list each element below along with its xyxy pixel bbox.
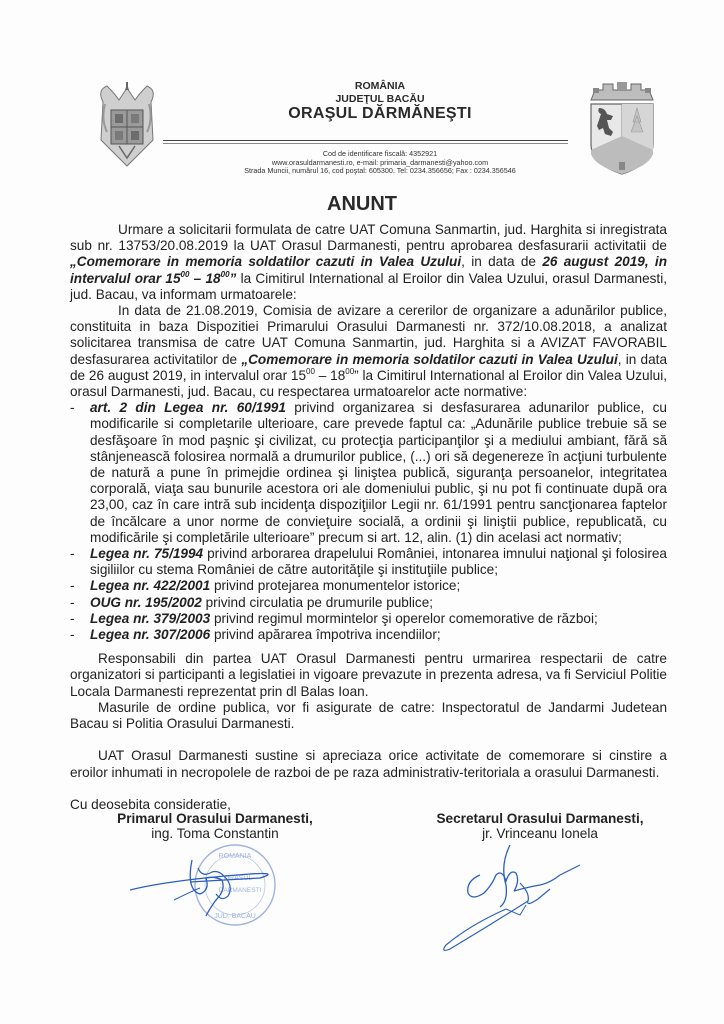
legal-act-reference: Legea nr. 379/2003 <box>90 610 211 626</box>
legal-act-item <box>70 611 667 627</box>
header-town: ORAŞUL DĂRMĂNEŞTI <box>288 105 472 122</box>
text-span: ” la Cimitirul International al Eroilor din Valea Uzului, orasul Darmanesti, jud. Bacau, cu respectarea urmatoarelor acte normative: <box>70 367 667 400</box>
text-span: 26 august 2019, in intervalul orar 15 <box>70 254 668 286</box>
legal-act-description: privind regimul mormintelor şi operelor comemorative de război; <box>210 610 598 626</box>
postal-address: Strada Muncii, numărul 16, cod poştal: 605300. Tel: 0234.356656; Fax : 0234.356546 <box>244 166 516 176</box>
stamp-text: ROMANIA <box>218 853 252 860</box>
legal-act-description: privind organizarea si desfasurarea adunarilor publice, cu modificarile si completarile ulterioare, care prevede faptul ca: „Adunările publice trebuie să se desfăşoare în mod paşnic şi civilizat, cu protecţia participanţilor şi a mediului ambiant, fără să stânjenească folosirea normală a drumurilor publice, (...) ori să degenereze în acţiuni turbulente de natură a pune în primejdie ordinea şi liniştea publică, siguranţa persoanelor, integritatea corporală, viaţa sau bunurile acestora ori ale domeniului public, şi nu pot fi continuate după ora 23,00, caz în care intră sub incidenţa dispoziţiilor Legii nr. 61/1991 pentru sancţionarea faptelor de încălcare a unor norme de convieţuire socială, a ordinii şi liniştii publice, republicată, cu modificările şi completările ulterioare” precum si art. 12, alin. (1) din acelasi act normativ; <box>90 400 667 545</box>
legal-acts-list <box>70 400 667 643</box>
legal-act-reference: art. 2 din Legea nr. 60/1991 <box>90 400 286 416</box>
romania-coat-of-arms-icon <box>93 80 161 168</box>
header-county: JUDEŢUL BACĂU <box>335 93 425 105</box>
text-span: – 18 <box>189 270 221 286</box>
legal-act-reference: Legea nr. 422/2001 <box>90 578 211 594</box>
fiscal-code: Cod de identificare fiscală: 4352921 <box>322 149 438 158</box>
header-divider <box>163 140 568 141</box>
paragraph-public-order: Masurile de ordine publica, vor fi asigurate de catre: Inspectoratul de Jandarmi Judetean Bacau si Politia Orasului Darmanesti. <box>70 699 667 732</box>
mayor-title: Primarul Orasului Darmanesti, <box>117 811 313 826</box>
document-title: ANUNT <box>327 193 397 215</box>
paragraph-request <box>70 222 667 303</box>
document-body <box>70 222 667 813</box>
secretary-title: Secretarul Orasului Darmanesti, <box>436 811 644 826</box>
mayor-name: ing. Toma Constantin <box>151 826 279 841</box>
text-span: ” <box>229 270 237 286</box>
legal-act-item <box>70 627 667 643</box>
legal-act-description: privind arborarea drapelului României, intonarea imnului naţional şi folosirea sigiliilor cu stema României de către autorităţile şi instituţiile publice; <box>90 546 667 578</box>
legal-act-item <box>70 578 667 594</box>
legal-act-item <box>70 546 667 578</box>
header-contact-info <box>200 150 560 176</box>
secretary-name: jr. Vrinceanu Ionela <box>482 826 598 841</box>
event-name: „Comemorare in memoria soldatilor cazuti in Valea Uzului <box>70 254 462 270</box>
legal-act-description: privind protejarea monumentelor istorice; <box>210 578 461 594</box>
darmanesti-coat-of-arms-icon <box>583 78 661 178</box>
legal-act-item <box>70 400 667 546</box>
spacer <box>70 781 667 797</box>
text-span: Urmare a solicitarii formulata de catre UAT Comuna Sanmartin, jud. Harghita si inregistrata sub nr. 13753/20.08.2019 la UAT Orasul Darmanesti, pentru aprobarea desfasurarii activitatii de <box>70 222 667 254</box>
event-name: „Comemorare in memoria soldatilor cazuti in Valea Uzului <box>241 351 618 367</box>
legal-act-reference: Legea nr. 75/1994 <box>90 546 204 562</box>
header-divider-secondary <box>163 143 568 144</box>
text-span: In data de 21.08.2019, Comisia de avizare a cererilor de organizare a adunărilor publice, constituita in baza Dispozitiei Primarului Orasului Darmanesti nr. 372/10.08.2018, a analizat solicitarea transmisa de catre UAT Comuna Sanmartin, jud. Harghita si a AVIZAT FAVORABIL desfasurarea activitatilor de <box>70 303 667 367</box>
stamp-text: ORASUL <box>223 875 253 882</box>
legal-act-description: privind apărarea împotriva incendiilor; <box>210 627 441 643</box>
stamp-text: DARMANESTI <box>218 887 262 894</box>
paragraph-approval <box>70 303 667 400</box>
legal-act-reference: Legea nr. 307/2006 <box>90 627 211 643</box>
secretary-signature-icon <box>410 845 590 955</box>
header-country: ROMÂNIA <box>354 80 406 92</box>
superscript: 00 <box>306 366 315 376</box>
stamp-text: JUD. BACAU <box>214 913 256 920</box>
paragraph-support: UAT Orasul Darmanesti sustine si apreciaza orice activitate de comemorare si cinstire a eroilor inhumati in necropolele de razboi de pe raza administrativ-teritoriala a orasului Darmanesti. <box>70 748 667 780</box>
website-email: www.orasuldarmanesti.ro, e-mail: primaria_darmanesti@yahoo.com <box>271 157 489 167</box>
text-span: , in data de <box>461 254 543 270</box>
text-span: , in data de 26 august 2019, in intervalul orar 15 <box>70 351 667 383</box>
mayor-signature-icon <box>130 850 280 920</box>
legal-act-description: privind circulatia pe drumurile publice; <box>201 594 434 610</box>
spacer <box>70 732 667 748</box>
paragraph-responsible: Responsabili din partea UAT Orasul Darmanesti pentru urmarirea respectarii de catre organizatori si participanti a legislatiei in vigoare prevazute in prezenta adresa, va fi Serviciul Politie Locala Darmanesti reprezentat prin dl Balas Ioan. <box>70 651 667 699</box>
superscript: 00 <box>180 269 190 279</box>
text-span: la Cimitirul International al Eroilor din Valea Uzului, orasul Darmanesti, jud. Bacau, va informam urmatoarele: <box>70 270 667 302</box>
superscript: 00 <box>220 269 230 279</box>
legal-act-item <box>70 595 667 611</box>
spacer <box>70 643 667 651</box>
superscript: 00 <box>345 366 355 376</box>
closing-salutation: Cu deosebita consideratie, <box>70 796 231 812</box>
text-span: – 18 <box>314 367 346 383</box>
legal-act-reference: OUG nr. 195/2002 <box>90 594 202 610</box>
